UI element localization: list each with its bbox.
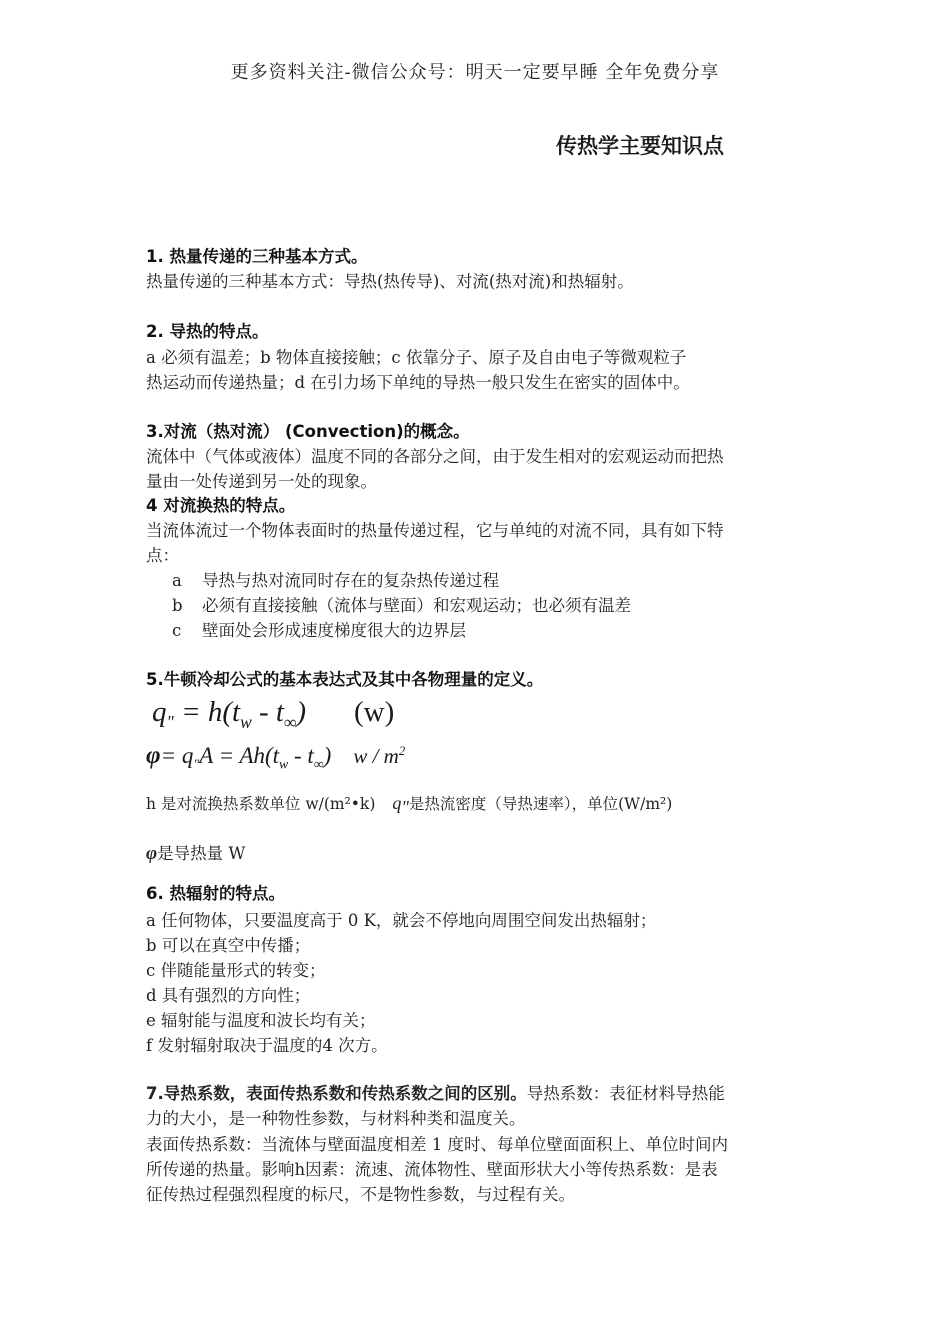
list-item-text: 必须有直接接触（流体与壁面）和宏观运动；也必须有温差 xyxy=(202,596,631,615)
section-4-line-1: 当流体流过一个物体表面时的热量传递过程，它与单纯的对流不同，具有如下特 xyxy=(146,521,724,540)
section-6-heading: 6. 热辐射的特点。 xyxy=(146,884,285,903)
list-item-text: 壁面处会形成速度梯度很大的边界层 xyxy=(202,621,466,640)
section-1-text: 热量传递的三种基本方式：导热(热传导)、对流(热对流)和热辐射。 xyxy=(146,272,634,291)
list-item: f 发射辐射取决于温度的4 次方。 xyxy=(146,1036,388,1055)
section-7-line-3: 表面传热系数：当流体与壁面温度相差 1 度时、每单位壁面面积上、单位时间内 xyxy=(146,1135,728,1154)
list-item: b 可以在真空中传播； xyxy=(146,936,311,955)
section-3-heading: 3.对流（热对流） (Convection)的概念。 xyxy=(146,422,470,441)
section-5-heading: 5.牛顿冷却公式的基本表达式及其中各物理量的定义。 xyxy=(146,670,544,689)
header-note: 更多资料关注-微信公众号：明天一定要早睡 全年免费分享 xyxy=(230,62,720,83)
list-item xyxy=(172,617,466,641)
newton-cooling-formula: $q_" = h(t_w - t_\infty)$ (w) xyxy=(152,696,395,732)
formula-unit: (w) xyxy=(354,696,395,728)
section-1-heading: 1. 热量传递的三种基本方式。 xyxy=(146,247,368,266)
list-item-marker: b xyxy=(172,596,183,615)
list-item: d 具有强烈的方向性； xyxy=(146,986,311,1005)
section-7-line-5: 征传热过程强烈程度的标尺，不是物性参数，与过程有关。 xyxy=(146,1185,575,1204)
section-4-line-2: 点： xyxy=(146,546,179,565)
definition-phi: φ是导热量 W xyxy=(146,843,246,864)
section-3-line-2: 量由一处传递到另一处的现象。 xyxy=(146,472,377,491)
section-2-line-2: 热运动而传递热量；d 在引力场下单纯的导热一般只发生在密实的固体中。 xyxy=(146,373,690,392)
section-3-line-1: 流体中（气体或液体）温度不同的各部分之间，由于发生相对的宏观运动而把热 xyxy=(146,447,724,466)
list-item-marker: a xyxy=(172,571,182,590)
list-item: c 伴随能量形式的转变； xyxy=(146,961,326,980)
section-7-line-4: 所传递的热量。影响h因素：流速、流体物性、壁面形状大小等传热系数：是表 xyxy=(146,1160,718,1179)
heat-flow-formula: $\varphi= q_"A = Ah(t_w - t_\infty)$ w / $m^2$ xyxy=(146,742,406,772)
section-7-line-2: 力的大小，是一种物性参数，与材料种类和温度关。 xyxy=(146,1109,526,1128)
page-title: 传热学主要知识点 xyxy=(556,134,724,158)
list-item xyxy=(172,567,499,591)
section-2-heading: 2. 导热的特点。 xyxy=(146,322,269,341)
section-7-heading: 7.导热系数，表面传热系数和传热系数之间的区别。 xyxy=(146,1084,527,1103)
formula-unit: w / $m^2$ xyxy=(353,744,406,768)
section-4-heading: 4 对流换热的特点。 xyxy=(146,496,296,515)
list-item xyxy=(172,592,631,616)
section-7-line-1: 7.导热系数，表面传热系数和传热系数之间的区别。导热系数：表征材料导热能 xyxy=(146,1084,725,1103)
section-2-line-1: a 必须有温差；b 物体直接接触；c 依靠分子、原子及自由电子等微观粒子 xyxy=(146,348,687,367)
list-item: a 任何物体，只要温度高于 0 K，就会不停地向周围空间发出热辐射； xyxy=(146,911,657,930)
definition-h: h 是对流换热系数单位 w/(m²•k) $q_"$是热流密度（导热速率），单位(W/m²) xyxy=(146,793,673,818)
list-item: e 辐射能与温度和波长均有关； xyxy=(146,1011,376,1030)
list-item-marker: c xyxy=(172,621,182,640)
list-item-text: 导热与热对流同时存在的复杂热传递过程 xyxy=(202,571,499,590)
